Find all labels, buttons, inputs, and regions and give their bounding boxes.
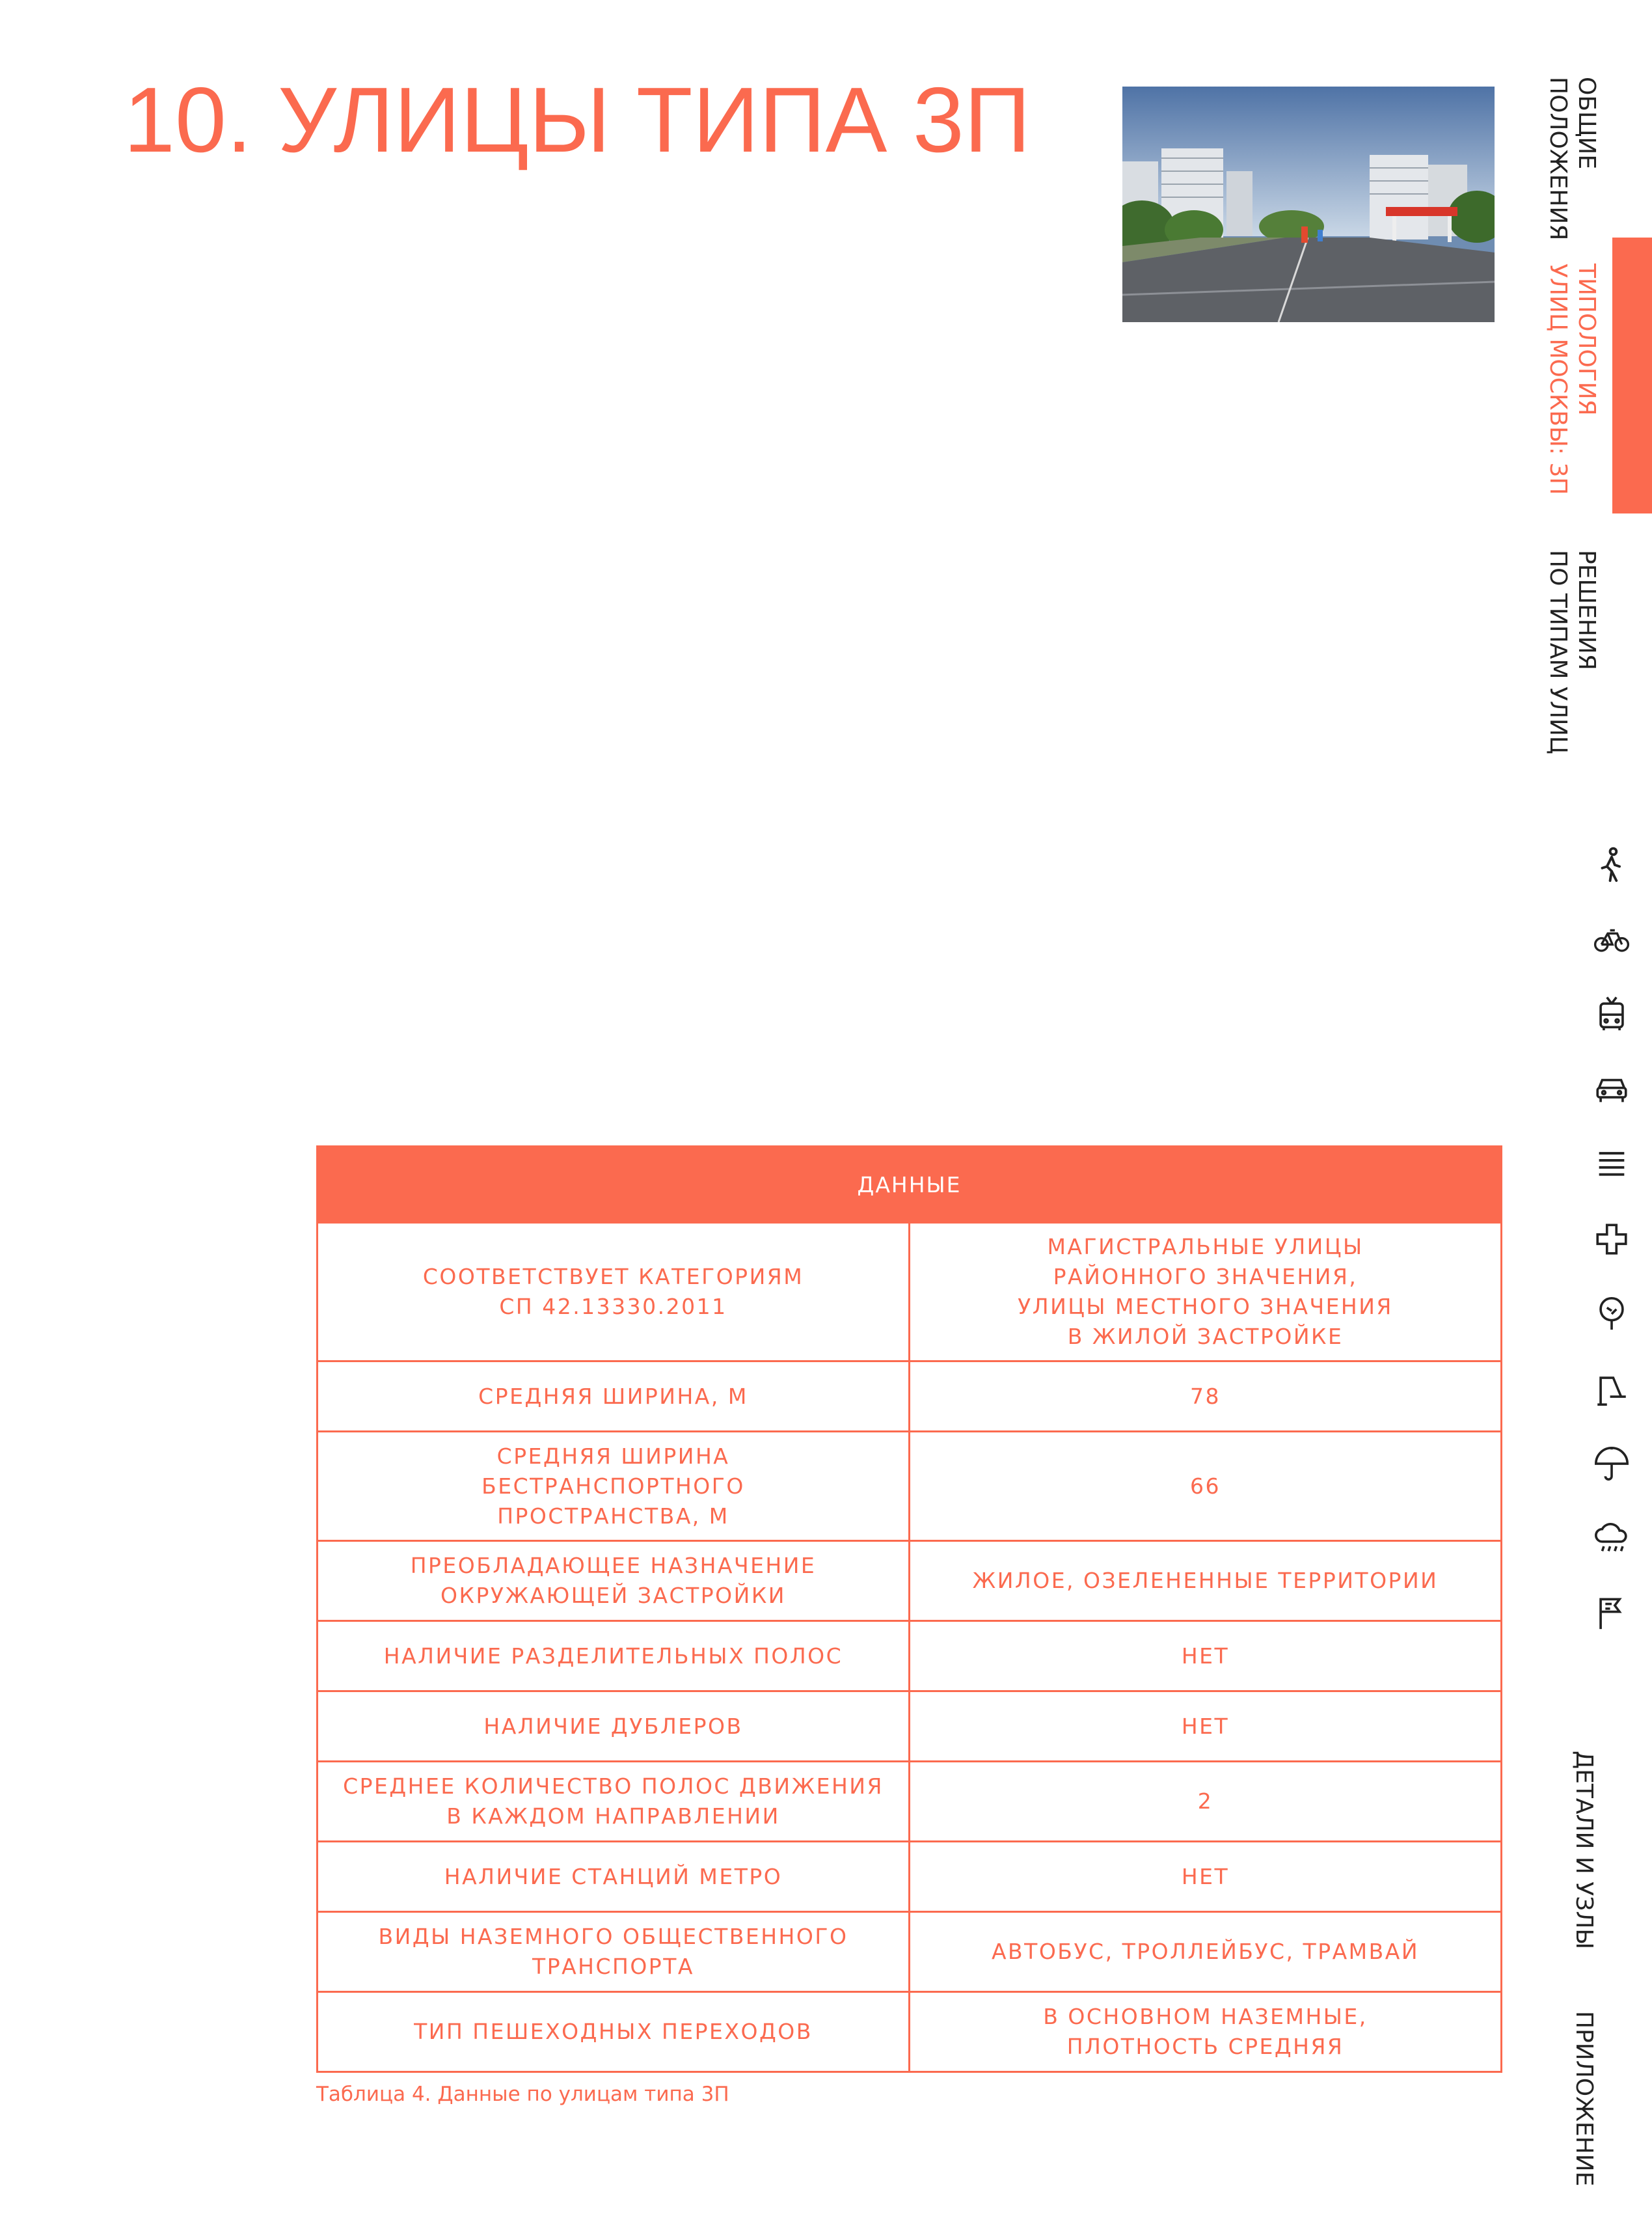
- row-label: НАЛИЧИЕ РАЗДЕЛИТЕЛЬНЫХ ПОЛОС: [318, 1621, 910, 1691]
- row-label: СРЕДНЯЯ ШИРИНА БЕСТРАНСПОРТНОГО ПРОСТРАНСТВА, М: [318, 1432, 910, 1541]
- rain-cloud-icon[interactable]: [1593, 1520, 1631, 1557]
- row-value: НЕТ: [910, 1691, 1502, 1762]
- bicycle-icon[interactable]: [1593, 921, 1631, 959]
- table-row: [318, 1541, 1502, 1621]
- flag-icon[interactable]: [1593, 1594, 1631, 1632]
- row-value: АВТОБУС, ТРОЛЛЕЙБУС, ТРАМВАЙ: [910, 1912, 1502, 1992]
- table-row: [318, 1691, 1502, 1762]
- street-photo: [1122, 87, 1495, 322]
- medical-cross-icon[interactable]: [1593, 1220, 1631, 1258]
- row-label: НАЛИЧИЕ СТАНЦИЙ МЕТРО: [318, 1842, 910, 1912]
- nav-typology[interactable]: ТИПОЛОГИЯ УЛИЦ МОСКВЫ: 3П: [1545, 264, 1600, 495]
- nav-street-solutions[interactable]: РЕШЕНИЯ ПО ТИПАМ УЛИЦ: [1545, 550, 1600, 754]
- nav-general-provisions[interactable]: ОБЩИЕ ПОЛОЖЕНИЯ: [1545, 77, 1600, 241]
- nav-details[interactable]: ДЕТАЛИ И УЗЛЫ: [1571, 1751, 1597, 1950]
- table-row: [318, 1223, 1502, 1361]
- row-label: СРЕДНЯЯ ШИРИНА, М: [318, 1361, 910, 1432]
- row-value: 66: [910, 1432, 1502, 1541]
- row-value: МАГИСТРАЛЬНЫЕ УЛИЦЫ РАЙОННОГО ЗНАЧЕНИЯ, УЛИЦЫ МЕСТНОГО ЗНАЧЕНИЯ В ЖИЛОЙ ЗАСТРОЙКЕ: [910, 1223, 1502, 1361]
- street-lamp-icon[interactable]: [1593, 1370, 1631, 1408]
- row-label: СРЕДНЕЕ КОЛИЧЕСТВО ПОЛОС ДВИЖЕНИЯ В КАЖДОМ НАПРАВЛЕНИИ: [318, 1762, 910, 1842]
- row-value: 2: [910, 1762, 1502, 1842]
- table-row: [318, 1992, 1502, 2072]
- table-row: [318, 1762, 1502, 1842]
- row-value: НЕТ: [910, 1842, 1502, 1912]
- table-row: [318, 1621, 1502, 1691]
- table-caption: Таблица 4. Данные по улицам типа 3П: [316, 2083, 729, 2106]
- row-label: СООТВЕТСТВУЕТ КАТЕГОРИЯМ СП 42.13330.2011: [318, 1223, 910, 1361]
- trolleybus-icon[interactable]: [1593, 996, 1631, 1033]
- nav-appendix[interactable]: ПРИЛОЖЕНИЕ: [1571, 2011, 1597, 2187]
- car-icon[interactable]: [1593, 1071, 1631, 1108]
- row-value: ЖИЛОЕ, ОЗЕЛЕНЕННЫЕ ТЕРРИТОРИИ: [910, 1541, 1502, 1621]
- pedestrian-icon[interactable]: [1593, 846, 1631, 884]
- table-row: [318, 1912, 1502, 1992]
- table-header: ДАННЫЕ: [318, 1147, 1502, 1223]
- row-value: В ОСНОВНОМ НАЗЕМНЫЕ, ПЛОТНОСТЬ СРЕДНЯЯ: [910, 1992, 1502, 2072]
- lanes-icon[interactable]: [1593, 1145, 1631, 1183]
- table-row: [318, 1361, 1502, 1432]
- row-value: 78: [910, 1361, 1502, 1432]
- tree-icon[interactable]: [1593, 1295, 1631, 1333]
- row-label: ВИДЫ НАЗЕМНОГО ОБЩЕСТВЕННОГО ТРАНСПОРТА: [318, 1912, 910, 1992]
- row-label: НАЛИЧИЕ ДУБЛЕРОВ: [318, 1691, 910, 1762]
- row-value: НЕТ: [910, 1621, 1502, 1691]
- nav-active-indicator: [1612, 238, 1652, 513]
- data-table: [316, 1145, 1502, 2073]
- row-label: ТИП ПЕШЕХОДНЫХ ПЕРЕХОДОВ: [318, 1992, 910, 2072]
- umbrella-icon[interactable]: [1593, 1445, 1631, 1483]
- table-row: [318, 1432, 1502, 1541]
- table-row: [318, 1842, 1502, 1912]
- row-label: ПРЕОБЛАДАЮЩЕЕ НАЗНАЧЕНИЕ ОКРУЖАЮЩЕЙ ЗАСТРОЙКИ: [318, 1541, 910, 1621]
- page-title: 10. УЛИЦЫ ТИПА 3П: [124, 68, 1031, 172]
